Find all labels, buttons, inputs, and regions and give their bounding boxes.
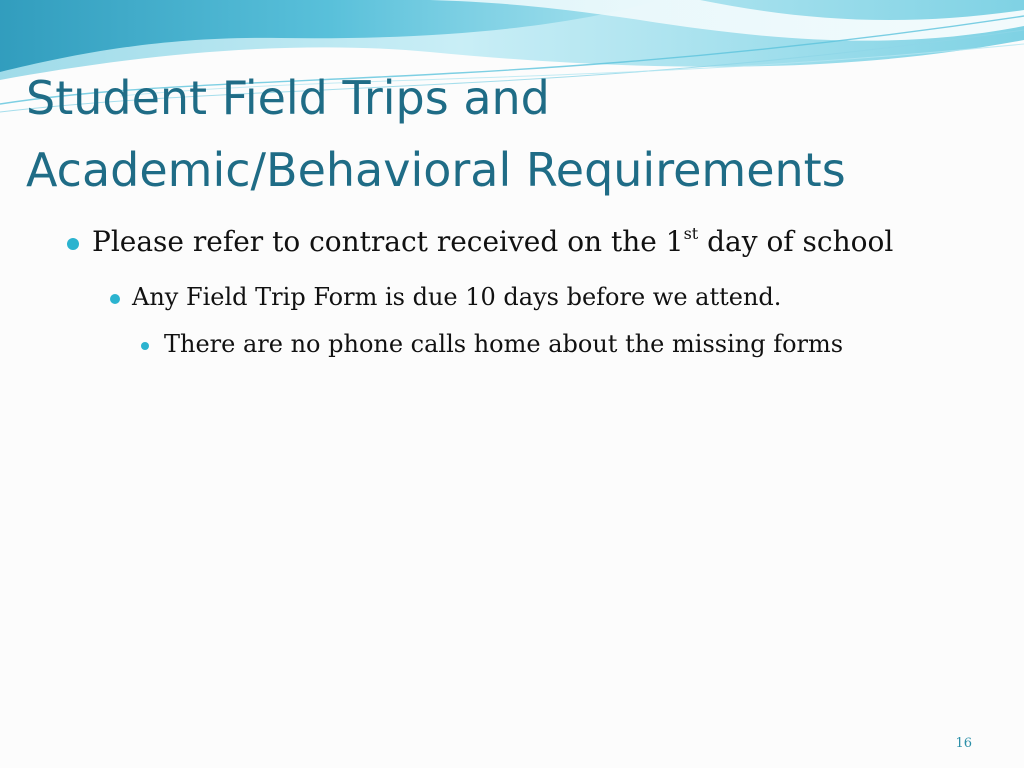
bullet-level-2: Any Field Trip Form is due 10 days before we attend. [132, 283, 782, 311]
ordinal-superscript: st [683, 224, 699, 243]
bullet-level-1 [92, 222, 893, 262]
bullet-dot-icon [67, 238, 79, 250]
slide-title-line-1: Student Field Trips and [26, 71, 550, 125]
bullet-level-1-text: Please refer to contract received on the 1 [92, 225, 684, 258]
bullet-dot-icon [110, 294, 120, 304]
bullet-level-1-text-end: day of school [698, 225, 894, 258]
bullet-level-3: There are no phone calls home about the missing forms [164, 330, 844, 358]
slide-title-line-2: Academic/Behavioral Requirements [26, 143, 846, 197]
page-number: 16 [955, 736, 972, 751]
bullet-dot-icon [141, 342, 149, 350]
